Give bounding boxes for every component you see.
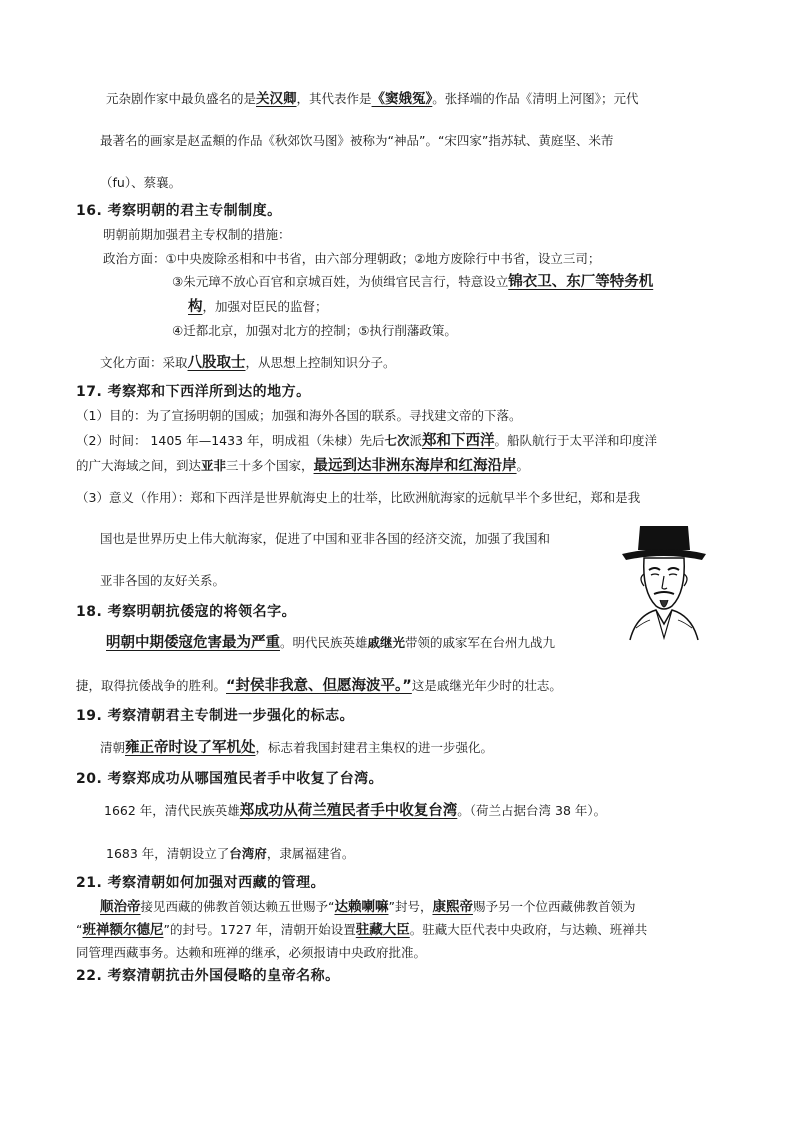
section-20-line-1: 1662 年，清代民族英雄郑成功从荷兰殖民者手中收复台湾。（荷兰占据台湾 38 年）。 (104, 803, 607, 819)
section-20-heading: 20. 考察郑成功从哪国殖民者手中收复了台湾。 (76, 771, 384, 787)
intro-line-3: （fu）、蔡襄。 (100, 175, 182, 190)
qi-jiguang-quote: “封侯非我意、但愿海波平。” (226, 678, 412, 694)
section-16-culture: 文化方面：采取八股取士，从思想上控制知识分子。 (100, 355, 396, 371)
bagu-qushi: 八股取士 (187, 355, 246, 371)
guan-hanqing: 关汉卿 (256, 91, 297, 107)
section-17-heading: 17. 考察郑和下西洋所到达的地方。 (76, 384, 311, 400)
wokou-threat: 明朝中期倭寇危害最为严重 (106, 635, 280, 651)
section-19-heading: 19. 考察清朝君主专制进一步强化的标志。 (76, 708, 355, 724)
jinyiwei-dongchang: 锦衣卫、东厂等特务机 (508, 274, 654, 290)
zhenghe-voyages: 郑和下西洋 (422, 433, 495, 449)
zhenghe-portrait-image (616, 520, 712, 644)
section-16-heading: 16. 考察明朝的君主专制制度。 (76, 203, 282, 219)
kangxi: 康熙帝 (432, 899, 473, 915)
farthest-reach: 最远到达非洲东海岸和红海沿岸 (313, 458, 517, 474)
section-18-line-2: 捷，取得抗倭战争的胜利。“封侯非我意、但愿海波平。”这是戚继光年少时的壮志。 (76, 678, 562, 694)
section-21-heading: 21. 考察清朝如何加强对西藏的管理。 (76, 875, 326, 891)
taiwan-fu: 台湾府 (229, 846, 267, 861)
intro-line-2: 最著名的画家是赵孟頫的作品《秋郊饮马图》被称为“神品”。“宋四家”指苏轼、黄庭坚、米芾 (100, 133, 614, 148)
section-17-purpose: （1）目的：为了宣扬明朝的国威；加强和海外各国的联系。寻找建文帝的下落。 (76, 408, 522, 423)
section-20-line-2: 1683 年，清朝设立了台湾府，隶属福建省。 (106, 846, 355, 861)
section-16-political-3: 构，加强对臣民的监督； (188, 299, 328, 315)
panchen-erdeni: 班禅额尔德尼 (82, 922, 164, 938)
section-21-line-3: 同管理西藏事务。达赖和班禅的继承，必须报请中央政府批准。 (76, 945, 427, 960)
section-17-significance-2: 国也是世界历史上伟大航海家，促进了中国和亚非各国的经济交流，加强了我国和 (100, 531, 551, 546)
section-21-line-2: “班禅额尔德尼”的封号。1727 年，清朝开始设置驻藏大臣。驻藏大臣代表中央政府，与达赖、班禅共 (76, 922, 648, 938)
shunzhi: 顺治帝 (100, 899, 141, 915)
dou-e-yuan: 《窦娥冤》 (371, 91, 433, 107)
zhuzang-dachen: 驻藏大臣 (355, 922, 410, 938)
section-22-heading: 22. 考察清朝抗击外国侵略的皇帝名称。 (76, 968, 340, 984)
intro-line-1: 元杂剧作家中最负盛名的是关汉卿，其代表作是《窦娥冤》。张择端的作品《清明上河图》；元代 (106, 91, 639, 107)
section-17-significance-1: （3）意义（作用）：郑和下西洋是世界航海史上的壮举，比欧洲航海家的远航早半个多世纪，郑和是我 (76, 490, 641, 505)
qi-jiguang: 戚继光 (367, 635, 406, 650)
dalai-lama: 达赖喇嘛 (334, 899, 389, 915)
section-16-political-2: ③朱元璋不放心百官和京城百姓，为侦缉官民言行，特意设立锦衣卫、东厂等特务机 (172, 274, 654, 290)
section-16-intro: 明朝前期加强君主专权制的措施： (103, 227, 291, 242)
section-16-political-1: 政治方面：①中央废除丞相和中书省，由六部分理朝政；②地方废除行中书省，设立三司； (103, 251, 601, 266)
section-17-time-2: 的广大海域之间，到达亚非三十多个国家，最远到达非洲东海岸和红海沿岸。 (76, 458, 530, 474)
section-21-line-1: 顺治帝接见西藏的佛教首领达赖五世赐予“达赖喇嘛”封号，康熙帝赐予另一个位西藏佛教首领为 (100, 899, 636, 915)
section-17-time: （2）时间： 1405 年—1433 年，明成祖（朱棣）先后七次派郑和下西洋。船队航行于太平洋和印度洋 (76, 433, 658, 449)
section-17-significance-3: 亚非各国的友好关系。 (100, 573, 226, 588)
section-16-political-4: ④迁都北京，加强对北方的控制；⑤执行削藩政策。 (172, 323, 457, 338)
zheng-chenggong: 郑成功从荷兰殖民者手中收复台湾 (239, 803, 458, 819)
section-19-line-1: 清朝雍正帝时设了军机处，标志着我国封建君主集权的进一步强化。 (100, 740, 494, 756)
section-18-line-1: 明朝中期倭寇危害最为严重。明代民族英雄戚继光带领的戚家军在台州九战九 (106, 635, 556, 651)
section-18-heading: 18. 考察明朝抗倭寇的将领名字。 (76, 604, 297, 620)
junjichu: 雍正帝时设了军机处 (125, 740, 256, 756)
